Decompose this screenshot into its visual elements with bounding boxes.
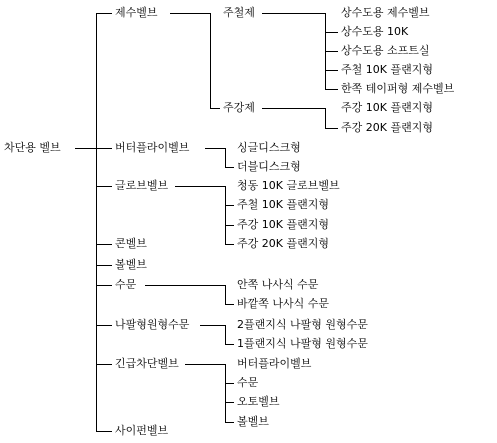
subcategory-cast-steel: 주강제 [223,101,255,114]
category-globe-valve: 글로브벨브 [115,179,169,192]
leaf-item: 주강 20K 플랜지형 [341,121,433,134]
category-sluice-gate: 수문 [115,278,137,291]
leaf-item: 볼벨브 [237,415,269,428]
leaf-item: 1플랜지식 나팔형 원형수문 [237,337,368,350]
category-butterfly-valve: 버터플라이벨브 [115,141,190,154]
category-gate-valve: 제수벨브 [115,6,158,19]
leaf-item: 주강 10K 플랜지형 [237,218,329,231]
leaf-item: 버터플라이벨브 [237,357,312,370]
root-label: 차단용 벨브 [4,141,61,154]
leaf-item: 2플랜지식 나팔형 원형수문 [237,318,368,331]
leaf-item: 청동 10K 글로브벨브 [237,179,340,192]
category-ball-valve: 볼벨브 [115,258,147,271]
leaf-item: 안쪽 나사식 수문 [237,278,319,291]
leaf-item: 상수도용 제수벨브 [341,6,430,19]
leaf-item: 바깥쪽 나사식 수문 [237,297,330,310]
leaf-item: 수문 [237,376,259,389]
category-cone-valve: 콘벨브 [115,237,147,250]
category-siphon-valve: 사이펀벨브 [115,424,169,437]
leaf-item: 주강 20K 플랜지형 [237,237,329,250]
leaf-item: 주강 10K 플랜지형 [341,101,433,114]
category-emergency-valve: 긴급차단벨브 [115,357,179,370]
leaf-item: 싱글디스크형 [237,141,301,154]
subcategory-cast-iron: 주철제 [223,6,255,19]
leaf-item: 상수도용 10K [341,25,409,38]
leaf-item: 더블디스크형 [237,160,301,173]
leaf-item: 주철 10K 플랜지형 [237,198,329,211]
leaf-item: 오토벨브 [237,395,280,408]
leaf-item: 주철 10K 플랜지형 [341,63,433,76]
leaf-item: 상수도용 소프트실 [341,44,430,57]
category-bellmouth-gate: 나팔형원형수문 [115,318,190,331]
leaf-item: 한쪽 테이퍼형 제수벨브 [341,82,455,95]
